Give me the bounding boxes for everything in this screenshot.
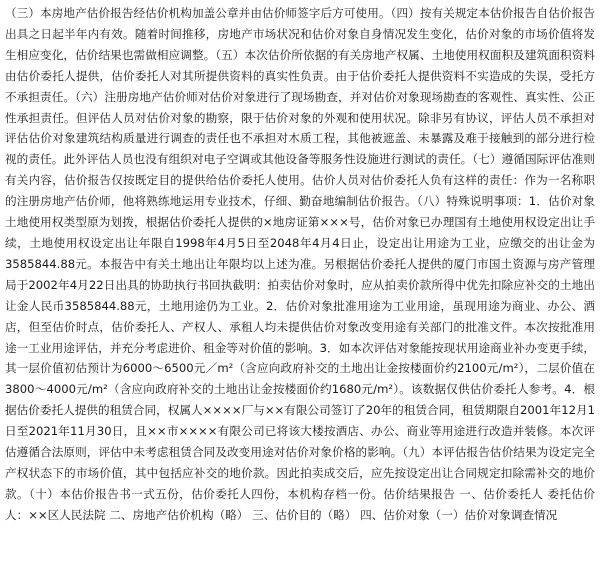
document-body-text: （三）本房地产估价报告经估价机构加盖公章并由估价师签字后方可使用。（四）按有关规定本估价报告自估价报告出具之日起半年内有效。随着时间推移，房地产市场状况和估价对象自身情况发生变化，估价对象的市场价值将发生相应变化，估价结果也需做相应调整。（五）本次估价所依据的有关房地产权属、土地使用权面积及建筑面积资料由估价委托人提供，估价委托人对其所提供资料的真实性负责。由于估价委托人提供资料不实造成的失误，受托方不承担责任。（六）注册房地产估价师对估价对象进行了现场勘查，并对估价对象现场勘查的客观性、真实性、公正性承担责任。但评估人员对估价对象的勘察，限于估价对象的外观和使用状况。除非另有协议，评估人员不承担对评估估价对象建筑结构质量进行调查的责任也不承担对木质工程，其他被遮盖、未暴露及难于接触到的部分进行检视的责任。此外评估人员也没有组织对电子空调或其他设备等服务性设施进行测试的责任。（七）遵循国际评估准则有关内容，估价报告仅按既定目的提供给估价委托人使用。估价人员对估价委托人负有这样的责任：作为一名称职的注册房地产估价师，他将熟练地运用专业技术，仔细、勤奋地编制估价报告。（八）特殊说明事项：1．估价对象土地使用权类型原为划拨，根据估价委托人提供的×地房证第×××号，估价对象已办理国有土地使用权设定出让手续，土地使用权设定出让年限自1998年4月5日至2048年4月4日止，设定出让用途为工业，应缴交的出让金为3585844.88元。本报告中有关土地出让年限均以上述为准。另根据估价委托人提供的厦门市国土资源与房产管理局于2002年4月22日出具的协助执行书回执截明：拍卖估价对象时，应从拍卖价款所得中优先扣除应补交的土地出让金人民币3585844.88元，土地用途仍为工业。2．估价对象批准用途为工业用途，虽现用途为商业、办公、酒店，但至估价时点，估价委托人、产权人、承租人均未提供估价对象改变用途有关部门的批准文件。本次按批准用途一工业用途评估，并充分考虑进价、租金等对价值的影响。3．如本次评估对象能按现状用途商业补办变更手续，其一层价值初估预计为6000～6500元／m²（含应向政府补交的土地出让金按楼面价约2100元/m²），二层价值在3800～4000元/m²（含应向政府补交的土地出让金按楼面价约1680元/m²）。该数据仅供估价委托人参考。4．根据估价委托人提供的租赁合同，权属人××××厂与××有限公司签订了20年的租赁合同，租赁期限自2001年12月1日至2021年11月30日，且××市××××有限公司已将该大楼按酒店、办公、商业等用途进行改造并装修。本次评估遵循合法原则，评估中未考虑租赁合同及改变用途对估价对象价格的影响。（九）本评估报告估价结果为设定完全产权状态下的市场价值，其中包括应补交的地价款。因此拍卖成交后，应先按设定出让合同规定扣除需补交的地价款。（十）本估价报告书一式五份，估价委托人四份，本机构存档一份。估价结果报告 一、估价委托人 委托估价人：××区人民法院 二、房地产估价机构（略） 三、估价目的（略） 四、估价对象（一）估价对象调查情况 [5,6,595,522]
